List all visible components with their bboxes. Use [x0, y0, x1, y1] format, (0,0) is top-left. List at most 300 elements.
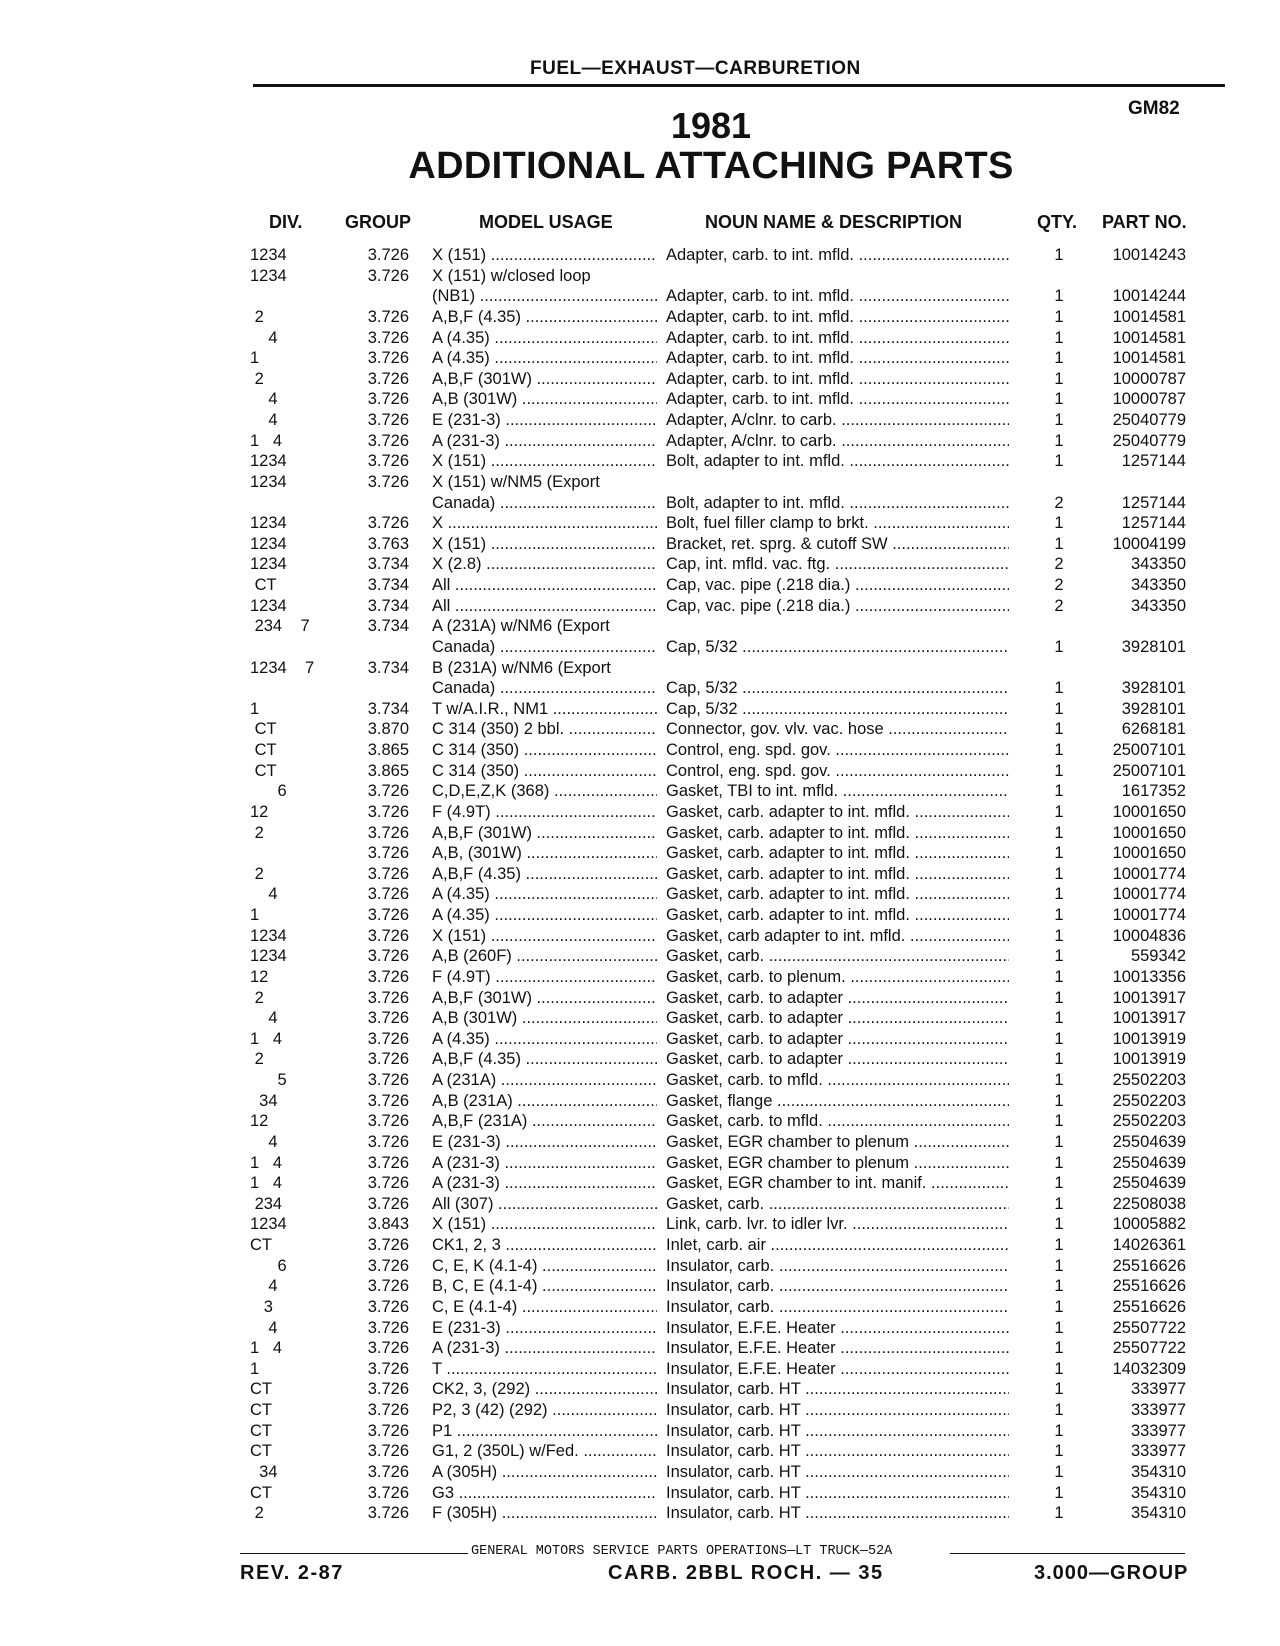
table-row — [0, 905, 1280, 926]
parts-table — [0, 245, 1280, 1524]
model-usage-cell: F (305H) ..... — [432, 1503, 657, 1523]
noun-name-cell: Control, eng. spd. gov. ..... — [666, 740, 1009, 760]
part-number-cell: 10001650 — [1112, 823, 1186, 842]
table-row — [0, 967, 1280, 988]
division-cell: 234 — [250, 1194, 283, 1213]
model-usage-cell: A (4.35) ..... — [432, 348, 657, 368]
division-cell: 4 — [250, 390, 278, 409]
division-cell: 4 — [250, 1132, 278, 1151]
division-cell: 3 — [250, 1297, 273, 1316]
noun-name-cell: Cap, 5/32 ..... — [666, 637, 1009, 657]
division-cell: 1 — [250, 1359, 260, 1378]
group-cell: 3.734 — [367, 596, 409, 615]
division-cell: 4 — [250, 411, 278, 429]
group-label: 3.000—GROUP — [1034, 1562, 1189, 1584]
division-cell: 4 — [250, 328, 278, 347]
table-row — [0, 884, 1280, 905]
table-row — [0, 1318, 1280, 1339]
quantity-cell: 1 — [1054, 947, 1064, 966]
part-number-cell: 25502203 — [1112, 1071, 1186, 1089]
part-number-cell: 14026361 — [1112, 1236, 1186, 1254]
model-usage-cell: B, C, E (4.1-4) ..... — [432, 1276, 657, 1296]
table-row — [0, 307, 1280, 328]
part-number-cell: 25040779 — [1112, 411, 1186, 429]
group-cell: 3.734 — [367, 576, 409, 594]
noun-name-cell: Gasket, TBI to int. mfld. ..... — [666, 781, 1009, 801]
model-usage-cell: P1 ..... — [432, 1421, 657, 1441]
table-row — [0, 658, 1280, 679]
division-cell: 12 — [250, 967, 269, 986]
group-cell: 3.726 — [367, 1339, 409, 1358]
group-cell: 3.726 — [367, 1112, 409, 1131]
quantity-cell: 2 — [1054, 576, 1064, 594]
header-noun-name: NOUN NAME & DESCRIPTION — [705, 212, 963, 232]
division-cell: 1 — [250, 349, 260, 368]
noun-name-cell: Adapter, carb. to int. mfld. ..... — [666, 348, 1009, 368]
quantity-cell: 1 — [1054, 1339, 1064, 1358]
table-row — [0, 1297, 1280, 1318]
part-number-cell: 1257144 — [1121, 452, 1186, 471]
group-cell: 3.726 — [367, 1380, 409, 1399]
noun-name-cell: Gasket, EGR chamber to plenum ..... — [666, 1153, 1009, 1173]
quantity-cell: 1 — [1054, 761, 1064, 780]
part-number-cell: 1617352 — [1121, 782, 1186, 801]
table-row — [0, 1194, 1280, 1215]
division-cell: CT — [250, 1421, 272, 1440]
division-cell: 1234 — [250, 534, 287, 553]
header-qty: QTY. — [1037, 212, 1078, 232]
group-cell: 3.726 — [367, 1442, 409, 1461]
division-cell: CT — [250, 576, 277, 594]
division-cell: 4 — [250, 1318, 278, 1337]
group-cell: 3.726 — [367, 1029, 409, 1048]
group-cell: 3.763 — [367, 534, 409, 553]
part-number-cell: 22508038 — [1112, 1194, 1186, 1213]
model-usage-cell: B (231A) w/NM6 (Export — [432, 658, 611, 677]
quantity-cell: 1 — [1054, 514, 1064, 533]
noun-name-cell: Gasket, carb. ..... — [666, 946, 1009, 966]
model-usage-cell: X (2.8) ..... — [432, 554, 657, 574]
group-cell: 3.726 — [367, 1277, 409, 1296]
division-cell: 2 — [250, 369, 264, 388]
quantity-cell: 1 — [1054, 1236, 1064, 1254]
quantity-cell: 1 — [1054, 1483, 1064, 1502]
model-usage-cell: A,B,F (4.35) ..... — [432, 1049, 657, 1069]
part-number-cell: 25516626 — [1112, 1256, 1186, 1275]
part-number-cell: 10000787 — [1112, 369, 1186, 388]
table-row — [0, 286, 1280, 307]
model-usage-cell: Canada) ..... — [432, 493, 657, 513]
model-usage-cell: A (4.35) ..... — [432, 884, 657, 904]
table-row — [0, 1421, 1280, 1442]
table-row — [0, 843, 1280, 864]
section-title: FUEL—EXHAUST—CARBURETION — [530, 58, 861, 79]
table-row — [0, 472, 1280, 493]
division-cell: 1234 7 — [250, 658, 315, 677]
noun-name-cell: Adapter, carb. to int. mfld. ..... — [666, 369, 1009, 389]
part-number-cell: 10001774 — [1112, 864, 1186, 883]
quantity-cell: 2 — [1054, 555, 1064, 574]
division-cell: 1 4 — [250, 1339, 283, 1358]
table-row — [0, 1256, 1280, 1277]
page-code: GM82 — [1128, 98, 1180, 119]
group-cell: 3.726 — [367, 472, 409, 491]
group-cell: 3.726 — [367, 1297, 409, 1316]
noun-name-cell: Insulator, carb. HT ..... — [666, 1483, 1009, 1503]
division-cell: 4 — [250, 1277, 278, 1296]
model-usage-cell: A,B (231A) ..... — [432, 1091, 657, 1111]
division-cell: CT — [250, 1236, 272, 1254]
model-usage-cell: CK1, 2, 3 ..... — [432, 1235, 657, 1255]
part-number-cell: 25516626 — [1112, 1277, 1186, 1296]
group-cell: 3.726 — [367, 1194, 409, 1213]
noun-name-cell: Cap, vac. pipe (.218 dia.) ..... — [666, 596, 1009, 616]
quantity-cell: 1 — [1054, 1256, 1064, 1275]
group-cell: 3.726 — [367, 1236, 409, 1254]
quantity-cell: 1 — [1054, 1504, 1064, 1523]
part-number-cell: 10013917 — [1112, 1009, 1186, 1028]
footer-rule-left — [240, 1553, 468, 1554]
group-cell: 3.726 — [367, 1483, 409, 1502]
group-cell: 3.734 — [367, 699, 409, 718]
carb-page-label: CARB. 2BBL ROCH. — 35 — [608, 1562, 884, 1584]
model-usage-cell: All ..... — [432, 596, 657, 616]
part-number-cell: 1257144 — [1121, 514, 1186, 533]
noun-name-cell: Insulator, carb. HT ..... — [666, 1421, 1009, 1441]
table-row — [0, 1173, 1280, 1194]
table-row — [0, 266, 1280, 287]
model-usage-cell: A,B (301W) ..... — [432, 389, 657, 409]
model-usage-cell: X ..... — [432, 513, 657, 533]
header-group: GROUP — [345, 212, 412, 232]
noun-name-cell: Gasket, carb. to plenum. ..... — [666, 967, 1009, 987]
top-rule — [253, 84, 1225, 87]
division-cell: CT — [250, 1483, 272, 1502]
table-row — [0, 946, 1280, 967]
table-row — [0, 410, 1280, 431]
table-row — [0, 1132, 1280, 1153]
part-number-cell: 10014581 — [1112, 349, 1186, 368]
division-cell: 34 — [250, 1091, 278, 1110]
noun-name-cell: Cap, 5/32 ..... — [666, 699, 1009, 719]
division-cell: 2 — [250, 823, 264, 842]
group-cell: 3.734 — [367, 658, 409, 677]
noun-name-cell: Gasket, carb. to adapter ..... — [666, 1008, 1009, 1028]
noun-name-cell: Bolt, adapter to int. mfld. ..... — [666, 451, 1009, 471]
group-cell: 3.726 — [367, 1401, 409, 1419]
noun-name-cell: Gasket, carb. adapter to int. mfld. ..... — [666, 864, 1009, 884]
table-row — [0, 1029, 1280, 1050]
part-number-cell: 354310 — [1130, 1504, 1186, 1523]
division-cell: CT — [250, 1442, 272, 1461]
table-row — [0, 513, 1280, 534]
group-cell: 3.726 — [367, 1421, 409, 1440]
model-usage-cell: C, E (4.1-4) ..... — [432, 1297, 657, 1317]
noun-name-cell: Gasket, carb. to mfld. ..... — [666, 1111, 1009, 1131]
table-row — [0, 1462, 1280, 1483]
model-usage-cell: A,B,F (301W) ..... — [432, 369, 657, 389]
noun-name-cell: Cap, 5/32 ..... — [666, 678, 1009, 698]
division-cell: CT — [250, 1380, 272, 1399]
part-number-cell: 3928101 — [1121, 679, 1186, 698]
model-usage-cell: X (151) ..... — [432, 534, 657, 554]
model-usage-cell: A (231A) ..... — [432, 1070, 657, 1090]
quantity-cell: 1 — [1054, 349, 1064, 368]
model-usage-cell: CK2, 3, (292) ..... — [432, 1379, 657, 1399]
table-row — [0, 1400, 1280, 1421]
model-usage-cell: A,B,F (301W) ..... — [432, 823, 657, 843]
division-cell: 12 — [250, 1112, 269, 1131]
model-usage-cell: C 314 (350) 2 bbl. ..... — [432, 719, 657, 739]
division-cell: 1234 — [250, 555, 287, 574]
part-number-cell: 343350 — [1130, 576, 1186, 594]
division-cell: 4 — [250, 885, 278, 904]
part-number-cell: 10001650 — [1112, 844, 1186, 863]
noun-name-cell: Adapter, carb. to int. mfld. ..... — [666, 389, 1009, 409]
noun-name-cell: Bolt, adapter to int. mfld. ..... — [666, 493, 1009, 513]
noun-name-cell: Adapter, A/clnr. to carb. ..... — [666, 431, 1009, 451]
division-cell: 1 — [250, 906, 260, 924]
model-usage-cell: A (4.35) ..... — [432, 328, 657, 348]
part-number-cell: 10004199 — [1112, 534, 1186, 553]
quantity-cell: 1 — [1054, 1442, 1064, 1461]
quantity-cell: 1 — [1054, 1318, 1064, 1337]
model-usage-cell: P2, 3 (42) (292) ..... — [432, 1400, 657, 1420]
table-row — [0, 369, 1280, 390]
part-number-cell: 3928101 — [1121, 637, 1186, 656]
part-number-cell: 333977 — [1130, 1380, 1186, 1399]
quantity-cell: 1 — [1054, 988, 1064, 1007]
quantity-cell: 1 — [1054, 328, 1064, 347]
division-cell: 1 4 — [250, 1029, 283, 1048]
group-cell: 3.726 — [367, 1153, 409, 1172]
quantity-cell: 1 — [1054, 1112, 1064, 1131]
part-number-cell: 10014244 — [1112, 287, 1186, 306]
division-cell: CT — [250, 1401, 272, 1419]
table-row — [0, 389, 1280, 410]
quantity-cell: 1 — [1054, 246, 1064, 264]
group-cell: 3.726 — [367, 1318, 409, 1337]
quantity-cell: 1 — [1054, 802, 1064, 821]
table-row — [0, 616, 1280, 637]
group-cell: 3.726 — [367, 906, 409, 924]
header-part-no: PART NO. — [1102, 212, 1187, 232]
part-number-cell: 333977 — [1130, 1421, 1186, 1440]
quantity-cell: 1 — [1054, 390, 1064, 409]
noun-name-cell: Inlet, carb. air ..... — [666, 1235, 1009, 1255]
group-cell: 3.726 — [367, 1132, 409, 1151]
table-row — [0, 245, 1280, 266]
group-cell: 3.726 — [367, 307, 409, 326]
division-cell: 1 4 — [250, 1153, 283, 1172]
part-number-cell: 25502203 — [1112, 1091, 1186, 1110]
quantity-cell: 1 — [1054, 1071, 1064, 1089]
quantity-cell: 1 — [1054, 411, 1064, 429]
division-cell: 5 — [250, 1071, 287, 1089]
quantity-cell: 1 — [1054, 1029, 1064, 1048]
part-number-cell: 10001650 — [1112, 802, 1186, 821]
division-cell: 1234 — [250, 947, 287, 966]
footer-publisher: GENERAL MOTORS SERVICE PARTS OPERATIONS—LT TRUCK—52A — [471, 1544, 893, 1559]
quantity-cell: 1 — [1054, 534, 1064, 553]
group-cell: 3.726 — [367, 1091, 409, 1110]
noun-name-cell: Bracket, ret. sprg. & cutoff SW ..... — [666, 534, 1009, 554]
header-model-usage: MODEL USAGE — [479, 212, 613, 232]
noun-name-cell: Gasket, carb. to adapter ..... — [666, 1029, 1009, 1049]
model-usage-cell: A,B,F (4.35) ..... — [432, 307, 657, 327]
part-number-cell: 354310 — [1130, 1462, 1186, 1481]
model-usage-cell: G3 ..... — [432, 1483, 657, 1503]
quantity-cell: 1 — [1054, 369, 1064, 388]
model-usage-cell: A,B,F (4.35) ..... — [432, 864, 657, 884]
division-cell: 1234 — [250, 246, 287, 264]
group-cell: 3.726 — [367, 782, 409, 801]
table-row — [0, 1359, 1280, 1380]
model-usage-cell: X (151) w/closed loop — [432, 266, 591, 285]
quantity-cell: 2 — [1054, 596, 1064, 615]
footer-rule-right — [950, 1553, 1185, 1554]
division-cell: 1234 — [250, 1215, 287, 1234]
division-cell: 1 — [250, 699, 260, 718]
division-cell: 1 4 — [250, 1174, 283, 1193]
part-number-cell: 10001774 — [1112, 885, 1186, 904]
noun-name-cell: Gasket, carb. adapter to int. mfld. ..... — [666, 884, 1009, 904]
division-cell: 1234 — [250, 926, 287, 945]
model-usage-cell: All ..... — [432, 575, 657, 595]
group-cell: 3.726 — [367, 844, 409, 863]
model-usage-cell: E (231-3) ..... — [432, 1132, 657, 1152]
part-number-cell: 25516626 — [1112, 1297, 1186, 1316]
noun-name-cell: Insulator, carb. ..... — [666, 1276, 1009, 1296]
model-usage-cell: (NB1) ..... — [432, 286, 657, 306]
group-cell: 3.726 — [367, 988, 409, 1007]
model-usage-cell: A,B, (301W) ..... — [432, 843, 657, 863]
table-row — [0, 534, 1280, 555]
noun-name-cell: Gasket, carb. adapter to int. mfld. ..... — [666, 843, 1009, 863]
model-usage-cell: T ..... — [432, 1359, 657, 1379]
table-row — [0, 493, 1280, 514]
table-row — [0, 988, 1280, 1009]
quantity-cell: 1 — [1054, 1153, 1064, 1172]
group-cell: 3.726 — [367, 349, 409, 368]
division-cell: 2 — [250, 1050, 264, 1069]
quantity-cell: 1 — [1054, 1091, 1064, 1110]
noun-name-cell: Gasket, carb. adapter to int. mfld. ..... — [666, 823, 1009, 843]
model-year: 1981 — [670, 105, 752, 146]
quantity-cell: 1 — [1054, 906, 1064, 924]
model-usage-cell: A (231-3) ..... — [432, 1153, 657, 1173]
noun-name-cell: Bolt, fuel filler clamp to brkt. ..... — [666, 513, 1009, 533]
revision-label: REV. 2-87 — [240, 1562, 344, 1584]
table-row — [0, 1483, 1280, 1504]
part-number-cell: 333977 — [1130, 1401, 1186, 1419]
table-row — [0, 575, 1280, 596]
group-cell: 3.726 — [367, 452, 409, 471]
table-row — [0, 451, 1280, 472]
quantity-cell: 1 — [1054, 637, 1064, 656]
table-row — [0, 328, 1280, 349]
noun-name-cell: Insulator, carb. HT ..... — [666, 1462, 1009, 1482]
group-cell: 3.726 — [367, 1071, 409, 1089]
model-usage-cell: C, E, K (4.1-4) ..... — [432, 1256, 657, 1276]
quantity-cell: 1 — [1054, 1462, 1064, 1481]
model-usage-cell: A (4.35) ..... — [432, 1029, 657, 1049]
table-row — [0, 719, 1280, 740]
part-number-cell: 10013917 — [1112, 988, 1186, 1007]
table-row — [0, 864, 1280, 885]
noun-name-cell: Gasket, flange ..... — [666, 1091, 1009, 1111]
table-row — [0, 637, 1280, 658]
model-usage-cell: C 314 (350) ..... — [432, 761, 657, 781]
noun-name-cell: Cap, vac. pipe (.218 dia.) ..... — [666, 575, 1009, 595]
noun-name-cell: Insulator, carb. ..... — [666, 1297, 1009, 1317]
quantity-cell: 1 — [1054, 699, 1064, 718]
noun-name-cell: Insulator, carb. HT ..... — [666, 1379, 1009, 1399]
division-cell: 2 — [250, 988, 264, 1007]
model-usage-cell: A,B (301W) ..... — [432, 1008, 657, 1028]
group-cell: 3.726 — [367, 514, 409, 533]
table-row — [0, 1008, 1280, 1029]
quantity-cell: 1 — [1054, 679, 1064, 698]
group-cell: 3.726 — [367, 431, 409, 450]
part-number-cell: 10000787 — [1112, 390, 1186, 409]
quantity-cell: 1 — [1054, 782, 1064, 801]
model-usage-cell: C,D,E,Z,K (368) ..... — [432, 781, 657, 801]
table-row — [0, 1338, 1280, 1359]
group-cell: 3.726 — [367, 1009, 409, 1028]
header-div: DIV. — [269, 212, 303, 232]
part-number-cell: 25507722 — [1112, 1318, 1186, 1337]
part-number-cell: 10014581 — [1112, 307, 1186, 326]
quantity-cell: 1 — [1054, 844, 1064, 863]
table-row — [0, 431, 1280, 452]
table-row — [0, 1153, 1280, 1174]
table-row — [0, 926, 1280, 947]
quantity-cell: 1 — [1054, 287, 1064, 306]
part-number-cell: 343350 — [1130, 596, 1186, 615]
quantity-cell: 1 — [1054, 720, 1064, 739]
division-cell: 2 — [250, 1504, 264, 1523]
table-row — [0, 699, 1280, 720]
table-row — [0, 1070, 1280, 1091]
division-cell: 34 — [250, 1462, 278, 1481]
group-cell: 3.726 — [367, 1256, 409, 1275]
model-usage-cell: T w/A.I.R., NM1 ..... — [432, 699, 657, 719]
model-usage-cell: X (151) ..... — [432, 451, 657, 471]
group-cell: 3.726 — [367, 266, 409, 285]
model-usage-cell: X (151) ..... — [432, 1214, 657, 1234]
table-row — [0, 348, 1280, 369]
noun-name-cell: Adapter, carb. to int. mfld. ..... — [666, 307, 1009, 327]
noun-name-cell: Control, eng. spd. gov. ..... — [666, 761, 1009, 781]
group-cell: 3.726 — [367, 369, 409, 388]
group-cell: 3.726 — [367, 967, 409, 986]
part-number-cell: 10013919 — [1112, 1029, 1186, 1048]
division-cell: CT — [250, 720, 277, 739]
group-cell: 3.726 — [367, 802, 409, 821]
quantity-cell: 1 — [1054, 452, 1064, 471]
part-number-cell: 3928101 — [1121, 699, 1186, 718]
noun-name-cell: Adapter, carb. to int. mfld. ..... — [666, 328, 1009, 348]
group-cell: 3.726 — [367, 1174, 409, 1193]
noun-name-cell: Insulator, E.F.E. Heater ..... — [666, 1338, 1009, 1358]
part-number-cell: 343350 — [1130, 555, 1186, 574]
model-usage-cell: X (151) ..... — [432, 926, 657, 946]
model-usage-cell: A,B,F (301W) ..... — [432, 988, 657, 1008]
table-row — [0, 1235, 1280, 1256]
model-usage-cell: A (231A) w/NM6 (Export — [432, 617, 610, 636]
division-cell: 1234 — [250, 514, 287, 533]
